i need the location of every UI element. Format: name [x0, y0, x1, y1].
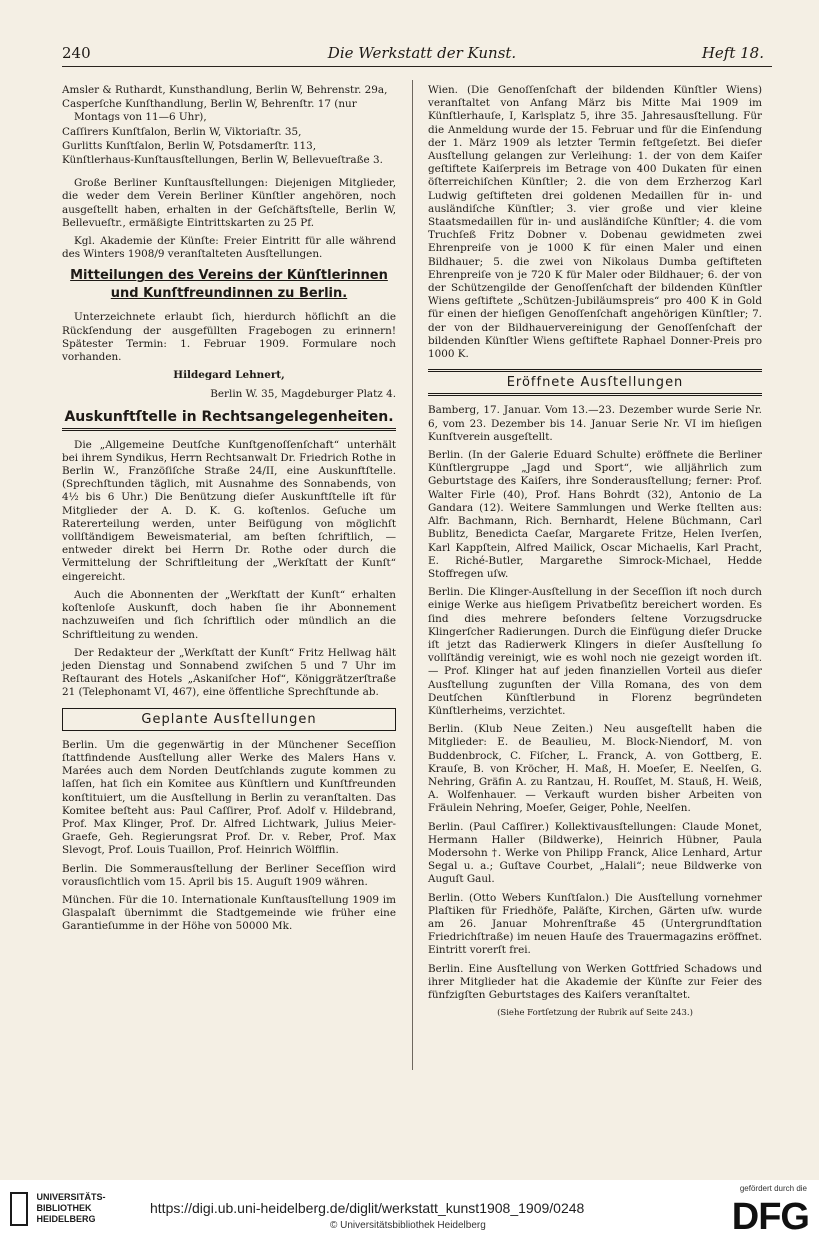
- right-column: [428, 84, 762, 1020]
- address-entry: Amsler & Ruthardt, Kunsthandlung, Berlin W, Behrenstr. 29a,: [62, 84, 388, 96]
- permalink-url[interactable]: https://digi.ub.uni-heidelberg.de/diglit/werkstatt_kunst1908_1909/0248: [150, 1200, 585, 1216]
- entry-berlin-neue-zeiten: Berlin. (Klub Neue Zeiten.) Neu ausgeſtellt haben die Mitglieder: E. de Beaulieu, M. Block-Niendorf, M. von Buddenbrock, C. Fiſcher, L. Franck, A. von Gottberg, E. Krauſe, B. von Kröcher, H. Maß, H. Moeſer, E. Neelſen, G. Nehring, Gräfin A. zu Rantzau, H. Rouſſet, M. Stauß, H. Weiß, A. Wolfenhauer. — Verkauft wurden bisher Arbeiten von Fräulein Nehring, Moeſer, Geiger, Pohle, Neelſen.: [428, 723, 762, 815]
- paragraph-auskunft: Die „Allgemeine Deutſche Kunſtgenoſſenſchaft“ unterhält bei ihrem Syndikus, Herrn Rechtsanwalt Dr. Friedrich Rothe in Berlin W., Franzöſiſche Straße 24/II, eine Auskunftſtelle. (Sprechſtunden täglich, mit Ausnahme des Sonnabends, von 4½ bis 6 Uhr.) Die Benützung dieſer Auskunftſtelle iſt für Mitglieder der A. D. K. G. koſtenlos. Geſuche um Ratererteilung werden, unter Beifügung von möglichſt vollſtändigem Beweismaterial, am beſten ſchriftlich, — entweder direkt bei Herrn Dr. Rothe oder durch die Vermittelung der Schriftleitung der „Werkſtatt der Kunſt“ eingereicht.: [62, 438, 396, 583]
- address-entry: Caſſirers Kunſtſalon, Berlin W, Viktoriaſtr. 35,: [62, 125, 302, 138]
- section-heading-auskunft: Auskunftſtelle in Rechtsangelegenheiten.: [62, 408, 396, 431]
- address-entry: Gurlitts Kunſtſalon, Berlin W, Potsdamerſtr. 113,: [62, 139, 317, 152]
- signature-name: Hildegard Lehnert,: [173, 369, 285, 382]
- paragraph-abonnenten: Auch die Abonnenten der „Werkſtatt der Kunſt“ erhalten koſtenloſe Auskunft, doch haben ſie ihr Abonnement nachzuweiſen und ſich ſchriftlich oder mündlich an die Schriftleitung zu wenden.: [62, 588, 396, 641]
- address-entry: Künſtlerhaus-Kunſtausſtellungen, Berlin W, Bellevueſtraße 3.: [62, 154, 383, 167]
- copyright-notice: © Universitätsbibliothek Heidelberg: [330, 1220, 486, 1231]
- address-entry: Casperſche Kunſthandlung, Berlin W, Behrenſtr. 17 (nur Montags von 11—6 Uhr),: [62, 98, 357, 124]
- entry-berlin-schadow: Berlin. Eine Ausſtellung von Werken Gottfried Schadows und ihrer Mitglieder hat die Akademie der Künſte zur Feier des fünfzigſten Geburtstages des Kaiſers veranſtaltet.: [428, 962, 762, 1001]
- entry-berlin-marees: Berlin. Um die gegenwärtig in der Münchener Seceſſion ſtattfindende Ausſtellung aller Werke des Malers Hans v. Marées auch dem Norden Deutſchlands zugute kommen zu laſſen, hat ſich ein Komitee aus Künſtlern und Kunſtfreunden konſtituiert, um die Ausſtellung in Berlin zu veranſtalten. Das Komitee beſteht aus: Paul Caſſirer, Prof. Adolf v. Hildebrand, Prof. Max Klinger, Prof. Dr. Alfred Lichtwark, Julius Meier-Graefe, Geh. Regierungsrat Prof. Dr. v. Reber, Prof. Max Slevogt, Prof. Louis Tuaillon, Prof. Heinrich Wölfflin.: [62, 738, 396, 857]
- library-name: UNIVERSITÄTS- BIBLIOTHEK HEIDELBERG: [36, 1192, 106, 1224]
- left-column: [62, 84, 396, 939]
- viewer-footer: [0, 1180, 819, 1244]
- section-heading-kuenstlerinnen: Mitteilungen des Vereins der Künſtlerinnen und Kunſtfreundinnen zu Berlin.: [70, 268, 388, 302]
- continuation-note: (Siehe Fortſetzung der Rubrik auf Seite 243.): [497, 1008, 693, 1019]
- paragraph-grosse-berliner: Große Berliner Kunſtausſtellungen: Diejenigen Mitglieder, die weder dem Verein Berliner Künſtler angehören, noch ausgeſtellt haben, erhalten in der Geſchäftsſtelle, Berlin W, Bellevueſtr., ermäßigte Eintrittskarten zu 25 Pf.: [62, 177, 396, 229]
- entry-berlin-cassirer: Berlin. (Paul Caſſirer.) Kollektivausſtellungen: Claude Monet, Hermann Haller (Bildwerke), Heinrich Hübner, Paula Modersohn †. Werke von Philipp Franck, Alice Lenhard, Artur Segal u. a.; Guſtave Courbet, „Halali“; neue Bildwerke von Auguſt Gaul.: [428, 820, 762, 886]
- entry-berlin-klinger: Berlin. Die Klinger-Ausſtellung in der Seceſſion iſt noch durch einige Werke aus hieſigem Privatbeſitz bereichert worden. Es ſind dies mehrere beſonders ſeltene Vorzugsdrucke Klingerſcher Radierungen. Durch die Einfügung dieſer Drucke iſt jetzt das Radierwerk Klingers in dieſer Ausſtellung ſo vollſtändig vereinigt, wie es wohl noch nie gezeigt worden iſt. — Prof. Klinger hat auf jeden finanziellen Vorteil aus dieſer Ausſtellung zugunſten der Villa Romana, des von dem Deutſchen Künſtlerbund in Florenz begründeten Künſtlerheims, verzichtet.: [428, 586, 762, 717]
- library-logo-icon: [10, 1192, 28, 1226]
- entry-bamberg: Bamberg, 17. Januar. Vom 13.—23. Dezember wurde Serie Nr. 6, vom 23. Dezember bis 14. Januar Serie Nr. VI im hieſigen Kunſtverein ausgeſtellt.: [428, 404, 762, 443]
- column-divider: [412, 80, 413, 1070]
- entry-muenchen: München. Für die 10. Internationale Kunſtausſtellung 1909 im Glaspalaſt übernimmt die Stadtgemeinde wie früher eine Garantieſumme in der Höhe von 50000 Mk.: [62, 893, 396, 933]
- entry-berlin-secession: Berlin. Die Sommerausſtellung der Berliner Seceſſion wird vorausſichtlich vom 15. April bis 15. Auguſt 1909 währen.: [62, 862, 396, 888]
- signature-address: Berlin W. 35, Magdeburger Platz 4.: [210, 388, 396, 401]
- section-heading-geplante: Geplante Ausſtellungen: [62, 708, 396, 731]
- page-number: 240: [62, 44, 91, 62]
- paragraph-sprechstunde: Der Redakteur der „Werkſtatt der Kunſt“ Fritz Hellwag hält jeden Dienstag und Sonnabend zwiſchen 5 und 7 Uhr im Reſtaurant des Hotels „Askaniſcher Hof“, Königgrätzerſtraße 21 (Telephonamt VI, 467), eine öffentliche Sprechſtunde ab.: [62, 646, 396, 699]
- library-logo[interactable]: [10, 1192, 106, 1226]
- funding-label: gefördert durch die: [739, 1184, 807, 1193]
- header-rule: [62, 66, 772, 67]
- entry-berlin-schulte: Berlin. (In der Galerie Eduard Schulte) eröffnete die Berliner Künſtlergruppe „Jagd und Sport“, wie alljährlich zum Geburtstage des Kaiſers, ihre Sonderausſtellung; ferner: Prof. Walter Firle (40), Prof. Hans Bohrdt (32), Antonio de La Gandara (12). Weitere Sammlungen und Werke ſtellten aus: Alfr. Bachmann, Rich. Bernhardt, Helene Büchmann, Carl Bublitz, Benedicta Caeſar, Margarete Fritze, Helen Iverſen, Karl Kappſtein, Alfred Mailick, Oscar Michaelis, Karl Pracht, E. Riché-Butler, Margarethe Simrock-Michael, Hedde Stoffregen uſw.: [428, 449, 762, 580]
- page-header: [62, 44, 782, 68]
- running-title: Die Werkstatt der Kunst.: [327, 44, 517, 62]
- paragraph-fragebogen: Unterzeichnete erlaubt ſich, hierdurch höflichſt an die Rückſendung der ausgefüllten Fragebogen zu erinnern! Spätester Termin: 1. Februar 1909. Formulare noch vorhanden.: [62, 311, 396, 364]
- entry-wien: Wien. (Die Genoſſenſchaft der bildenden Künſtler Wiens) veranſtaltet von Anfang März bis Mitte Mai 1909 im Künſtlerhauſe, I, Karlsplatz 5, ihre 35. Jahresausſtellung. Für die Anmeldung wurde der 15. Februar und für die Einſendung der 1. März 1909 als letzter Termin feſtgeſetzt. Bei dieſer Ausſtellung gelangen zur Verleihung: 1. der von dem Kaiſer geſtiftete Kaiſerpreis im Betrage von 400 Dukaten für einen öſterreichiſchen Künſtler; 2. die von dem Erzherzog Karl Ludwig geſtifteten drei goldenen Medaillen für in- und ausländiſche Künſtler; 3. vier große und vier kleine Staatsmedaillen für in- und ausländiſche Künſtler; 4. die vom Truchſeß Fritz Dobner v. Dobenau gewidmeten zwei Ehrenpreiſe von je 1000 K für einen Maler und einen Bildhauer; 5. die zwei von Nikolaus Dumba geſtifteten Ehrenpreiſe von je 720 K für Maler oder Bildhauer; 6. der von der Schützengilde der Genoſſenſchaft der bildenden Künſtler Wiens geſtiftete „Schützen-Jubiläumspreis“ pro 400 K in Gold für einen der hieſigen Genoſſenſchaft angehörigen Künſtler; 7. der von der Bildhauervereinigung der Genoſſenſchaft der bildenden Künſtler Wiens geſtiftete Raphael Donner-Preis pro 1000 K.: [428, 84, 762, 361]
- issue-number: Heft 18.: [701, 44, 764, 62]
- dfg-logo[interactable]: DFG: [731, 1196, 809, 1238]
- entry-berlin-weber: Berlin. (Otto Webers Kunſtſalon.) Die Ausſtellung vornehmer Plaſtiken für Friedhöfe, Paläſte, Kirchen, Gärten uſw. wurde am 26. Januar Mohrenſtraße 45 (Untergrundſtation Friedrichſtraße) im neuen Hauſe des Trauermagazins eröffnet. Eintritt vorerſt frei.: [428, 891, 762, 957]
- paragraph-akademie: Kgl. Akademie der Künſte: Freier Eintritt für alle während des Winters 1908/9 veranſtalteten Ausſtellungen.: [62, 235, 396, 261]
- section-heading-eroeffnete: Eröffnete Ausſtellungen: [428, 369, 762, 396]
